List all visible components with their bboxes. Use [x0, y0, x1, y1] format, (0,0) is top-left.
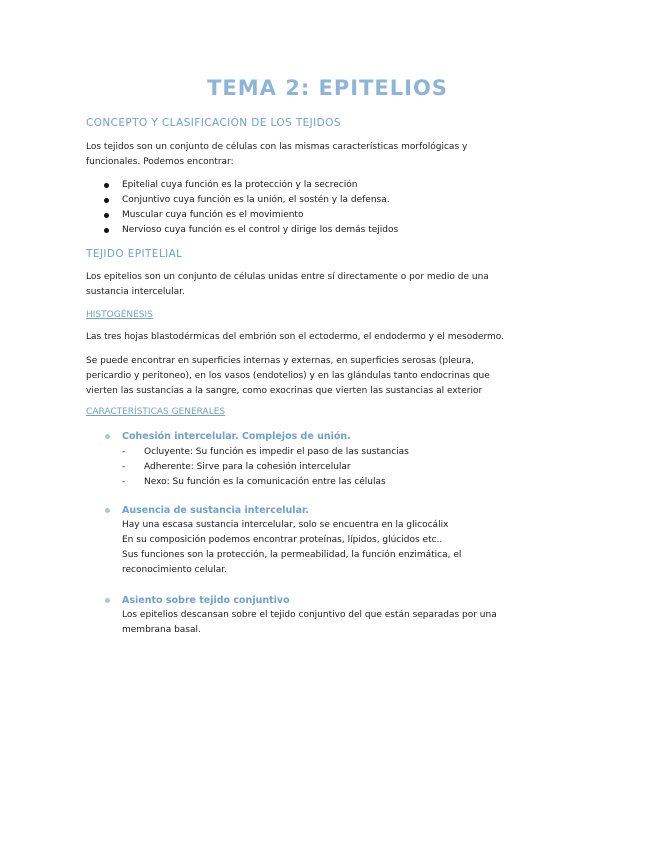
epitelial-line-1: Los epitelios son un conjunto de células unidas entre sí directamente o por medio de una — [86, 272, 489, 282]
characteristic-asiento — [104, 593, 497, 638]
list-item: - Ocluyente: Su función es impedir el paso de las sustancias — [122, 445, 409, 460]
intro-line-2: funcionales. Podemos encontrar: — [86, 157, 234, 167]
characteristic-title: Asiento sobre tejido conjuntivo — [104, 593, 497, 608]
characteristic-title: Ausencia de sustancia intercelular. — [104, 503, 461, 518]
histogenesis-paragraph-1: Las tres hojas blastodérmicas del embrión son el ectodermo, el endodermo y el mesodermo. — [86, 332, 505, 342]
dash-icon: - — [122, 462, 126, 472]
junction-types-list — [122, 445, 409, 490]
histogenesis-line-1: Se puede encontrar en superficies internas y externas, en superficies serosas (pleura, — [86, 356, 474, 366]
section-heading-tejido-epitelial: TEJIDO EPITELIAL — [86, 248, 183, 260]
characteristic-title: Cohesión intercelular. Complejos de unión. — [104, 429, 409, 444]
characteristic-cohesion — [104, 429, 409, 490]
characteristic-body — [122, 608, 497, 638]
list-item: Nervioso cuya función es el control y dirige los demás tejidos — [104, 223, 398, 238]
bullet-icon — [105, 508, 110, 513]
intro-paragraph — [86, 140, 506, 170]
bullet-icon — [104, 228, 109, 233]
list-item: Muscular cuya función es el movimiento — [104, 208, 398, 223]
epitelial-line-2: sustancia intercelular. — [86, 287, 185, 297]
heading-histogenesis: HISTOGÉNESIS — [86, 310, 153, 320]
epitelial-paragraph — [86, 270, 506, 300]
document-title: TEMA 2: EPITELIOS — [207, 76, 448, 100]
body-line: En su composición podemos encontrar proteínas, lípidos, glúcidos etc.. — [122, 535, 443, 545]
body-line: Hay una escasa sustancia intercelular, solo se encuentra en la glicocálix — [122, 520, 449, 530]
characteristic-body — [122, 518, 461, 578]
dash-icon: - — [122, 477, 126, 487]
heading-caracteristicas-generales: CARACTERÍSTICAS GENERALES — [86, 407, 226, 417]
body-line: Los epitelios descansan sobre el tejido conjuntivo del que están separadas por una — [122, 610, 497, 620]
list-item: Conjuntivo cuya función es la unión, el sostén y la defensa. — [104, 193, 398, 208]
list-item: - Nexo: Su función es la comunicación entre las células — [122, 475, 409, 490]
characteristic-ausencia — [104, 503, 461, 578]
bullet-icon — [104, 198, 109, 203]
list-item: Epitelial cuya función es la protección y la secreción — [104, 178, 398, 193]
dash-icon: - — [122, 447, 126, 457]
bullet-icon — [104, 213, 109, 218]
list-item: - Adherente: Sirve para la cohesión intercelular — [122, 460, 409, 475]
histogenesis-line-2: pericardio y peritoneo), en los vasos (endotelios) y en las glándulas tanto endocrinas que — [86, 371, 490, 381]
body-line: Sus funciones son la protección, la permeabilidad, la función enzimática, el — [122, 550, 462, 560]
bullet-icon — [104, 183, 109, 188]
section-heading-concepto: CONCEPTO Y CLASIFICACIÓN DE LOS TEJIDOS — [86, 117, 341, 129]
histogenesis-line-3: vierten las sustancias a la sangre, como exocrinas que vierten las sustancias al exterior — [86, 386, 483, 396]
body-line: reconocimiento celular. — [122, 565, 227, 575]
bullet-icon — [105, 598, 110, 603]
bullet-icon — [105, 434, 110, 439]
body-line: membrana basal. — [122, 625, 201, 635]
histogenesis-paragraph-2 — [86, 354, 506, 399]
tissue-types-list — [104, 178, 398, 238]
intro-line-1: Los tejidos son un conjunto de células con las mismas características morfológicas y — [86, 142, 468, 152]
